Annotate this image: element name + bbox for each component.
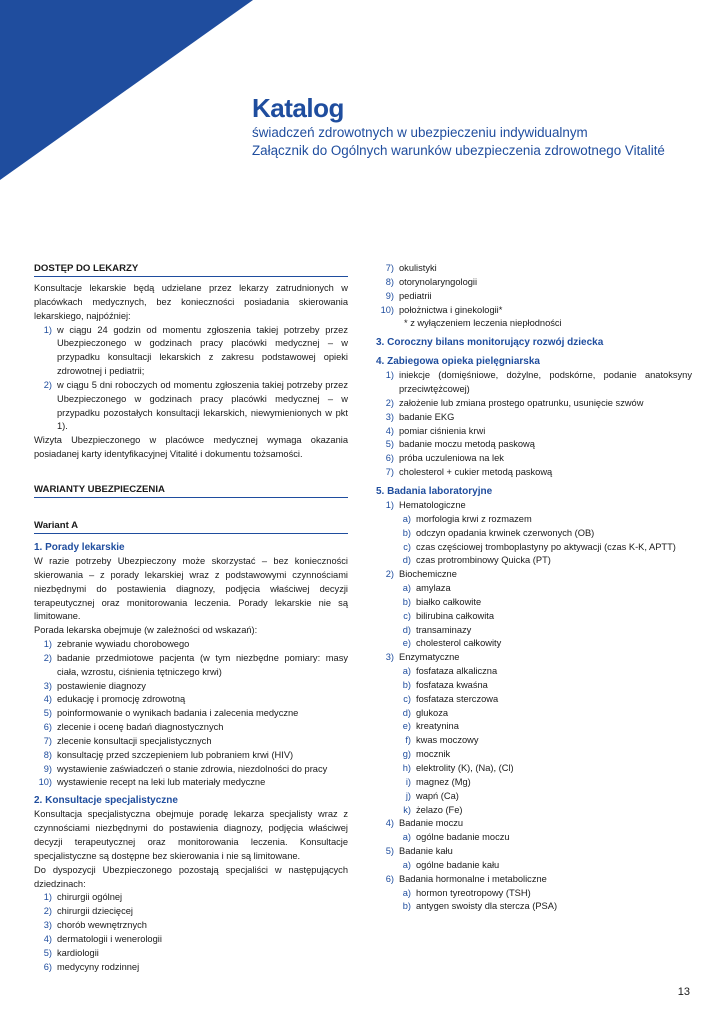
list-item: [376, 262, 692, 276]
lab-group: [376, 499, 692, 513]
list-item-number: 2): [385, 397, 394, 408]
list-item: [376, 438, 692, 452]
list-item-number: 1): [43, 324, 52, 335]
list-item-text: pomiar ciśnienia krwi: [399, 425, 486, 436]
list-item-number: b): [402, 679, 411, 690]
list-item-text: czas częściowej tromboplastyny po aktywacji (czas K-K, APTT): [416, 541, 676, 552]
list-item-number: 5): [385, 439, 394, 450]
list-item-number: 2): [43, 652, 52, 663]
list-item-number: 7): [385, 467, 394, 478]
list-item-text: pediatrii: [399, 290, 432, 301]
list-item-number: c): [403, 693, 411, 704]
lab-test: [376, 762, 692, 776]
list-item-text: otorynolaryngologii: [399, 276, 478, 287]
list-item-text: edukację i promocję zdrowotną: [57, 694, 186, 705]
list-item-number: 4): [385, 425, 394, 436]
list-item-text: Badanie moczu: [399, 818, 464, 829]
list-item: [34, 749, 348, 763]
list-item-text: chorób wewnętrznych: [57, 920, 147, 931]
list-item: [34, 919, 348, 933]
list-item-text: poinformowanie o wynikach badania i zalecenia medyczne: [57, 708, 299, 719]
lab-test: [376, 541, 692, 555]
list-item-number: a): [402, 832, 411, 843]
list-item-text: medycyny rodzinnej: [57, 961, 140, 972]
lab-group: [376, 873, 692, 887]
list-item: [34, 693, 348, 707]
list-item-number: h): [402, 763, 411, 773]
list-item-text: fosfataza alkaliczna: [416, 666, 498, 677]
list-item-number: d): [402, 555, 411, 566]
section-2-footnote: * z wyłączeniem leczenia niepłodności: [404, 318, 562, 329]
list-item-number: 3): [385, 652, 394, 663]
list-item-text: magnez (Mg): [416, 776, 471, 787]
list-item-number: 6): [385, 453, 394, 464]
list-item-text: badanie przedmiotowe pacjenta (w tym niezbędne pomiary: masy ciała, wzrostu, ciśnienia tętniczego krwi): [57, 652, 348, 677]
list-item-number: 3): [43, 680, 52, 691]
section-2-list: [34, 891, 348, 974]
list-item-text: Badania hormonalne i metaboliczne: [399, 873, 547, 884]
list-item-number: 4): [385, 818, 394, 829]
list-item-text: glukoza: [416, 707, 449, 718]
list-item-number: 3): [43, 920, 52, 931]
list-item: [34, 721, 348, 735]
list-item: [34, 933, 348, 947]
list-item-number: c): [403, 610, 411, 621]
list-item-number: a): [402, 887, 411, 898]
lab-test: [376, 776, 692, 790]
list-item-number: 6): [43, 961, 52, 972]
list-item-text: kardiologii: [57, 947, 99, 958]
list-item: [34, 776, 348, 790]
list-item-number: 8): [385, 276, 394, 287]
section-5-list: [376, 499, 692, 914]
section-1-list: [34, 638, 348, 790]
list-item-text: badanie moczu metodą paskową: [399, 439, 535, 450]
section-1-paragraph: W razie potrzeby Ubezpieczony może skorzystać – bez konieczności skierowania – z porady lekarskiej wraz z podstawowymi czynnościami niezbędnymi do postawienia diagnozy, podjęcia właściwej decyzji terapeutycznej oraz monitorowania leczenia. Porady lekarskie nie są limitowane.: [34, 555, 348, 622]
list-item: [34, 680, 348, 694]
list-item-number: a): [402, 666, 411, 677]
access-heading: DOSTĘP DO LEKARZY: [34, 262, 348, 277]
list-item-number: f): [405, 735, 411, 746]
list-item-number: 6): [43, 722, 52, 733]
lab-test: [376, 527, 692, 541]
list-item-text: wapń (Ca): [416, 790, 459, 801]
left-column: [34, 262, 348, 974]
list-item-text: cholesterol + cukier metodą paskową: [399, 467, 553, 478]
list-item-text: zebranie wywiadu chorobowego: [57, 639, 190, 650]
section-3-title: 3. Coroczny bilans monitorujący rozwój dziecka: [376, 337, 604, 349]
list-item-number: 2): [385, 569, 394, 580]
list-item-number: a): [402, 583, 411, 594]
right-column: [376, 262, 692, 914]
list-item-text: antygen swoisty dla stercza (PSA): [416, 901, 558, 912]
list-item-number: 5): [43, 947, 52, 958]
list-item-text: cholesterol całkowity: [416, 638, 502, 649]
lab-test: [376, 887, 692, 901]
page-subtitle-annex: Załącznik do Ogólnych warunków ubezpieczenia zdrowotnego Vitalité: [252, 143, 665, 158]
list-item-number: 9): [385, 290, 394, 301]
list-item-number: 1): [385, 370, 394, 381]
list-item-number: 5): [43, 708, 52, 719]
list-item-number: 4): [43, 694, 52, 705]
lab-test: [376, 900, 692, 914]
list-item-number: e): [402, 721, 411, 732]
list-item-text: położnictwa i ginekologii*: [399, 304, 503, 315]
list-item-number: 10): [38, 777, 52, 788]
list-item: [34, 947, 348, 961]
list-item-number: 8): [43, 749, 52, 760]
section-4-list: [376, 369, 692, 480]
section-4-title: 4. Zabiegowa opieka pielęgniarska: [376, 356, 540, 368]
lab-test: [376, 790, 692, 804]
section-2-title: 2. Konsultacje specjalistyczne: [34, 795, 178, 807]
list-item-text: kwas moczowy: [416, 735, 479, 746]
list-item-text: założenie lub zmiana prostego opatrunku, usunięcie szwów: [399, 397, 644, 408]
lab-test: [376, 554, 692, 568]
list-item-text: czas protrombinowy Quicka (PT): [416, 555, 551, 566]
list-item-number: e): [402, 638, 411, 649]
lab-test: [376, 582, 692, 596]
list-item: [376, 369, 692, 397]
list-item-number: b): [402, 527, 411, 538]
list-item: [34, 652, 348, 680]
lab-test: [376, 748, 692, 762]
list-item-number: 4): [43, 933, 52, 944]
list-item-text: morfologia krwi z rozmazem: [416, 513, 532, 524]
section-1-title: 1. Porady lekarskie: [34, 541, 125, 553]
lab-test: [376, 734, 692, 748]
list-item-text: Hematologiczne: [399, 499, 466, 510]
lab-group: [376, 817, 692, 831]
section-2-paragraph: Konsultacja specjalistyczna obejmuje poradę lekarza specjalisty wraz z czynnościami niezbędnymi do postawienia diagnozy, podjęcia właściwej decyzji terapeutycznej oraz monitorowania leczenia. Konsultacje specjalistyczne są dostępne bez skierowania i nie są limitowane.: [34, 809, 348, 861]
list-item: [376, 411, 692, 425]
page-header: [252, 93, 665, 159]
list-item-text: amylaza: [416, 583, 451, 594]
list-item-text: zlecenie konsultacji specjalistycznych: [57, 735, 212, 746]
lab-test: [376, 665, 692, 679]
list-item-text: żelazo (Fe): [416, 804, 463, 815]
list-item: [376, 397, 692, 411]
lab-test: [376, 831, 692, 845]
list-item-number: c): [403, 541, 411, 552]
list-item-text: zlecenie i ocenę badań diagnostycznych: [57, 722, 224, 733]
list-item: [376, 276, 692, 290]
list-item-number: a): [402, 513, 411, 524]
list-item-text: ogólne badanie kału: [416, 859, 500, 870]
list-item-number: 7): [385, 263, 394, 273]
lab-test: [376, 693, 692, 707]
access-note: Wizyta Ubezpieczonego w placówce medycznej wymaga okazania posiadanej karty identyfikacyjnej Vitalité i dokumentu tożsamości.: [34, 435, 348, 460]
list-item: [34, 905, 348, 919]
section-1-intro: Porada lekarska obejmuje (w zależności od wskazań):: [34, 625, 258, 636]
list-item-number: 6): [385, 873, 394, 884]
list-item-number: j): [405, 790, 411, 801]
list-item-number: b): [402, 596, 411, 607]
list-item-text: konsultację przed szczepieniem lub pobraniem krwi (HIV): [57, 749, 294, 760]
lab-test: [376, 720, 692, 734]
list-item-number: 2): [43, 906, 52, 917]
list-item-text: fosfataza sterczowa: [416, 693, 499, 704]
list-item-number: i): [405, 776, 411, 787]
variants-heading: WARIANTY UBEZPIECZENIA: [34, 483, 348, 498]
list-item: [34, 735, 348, 749]
list-item-number: 7): [43, 735, 52, 746]
list-item-text: chirurgii dziecięcej: [57, 906, 133, 917]
list-item-text: Enzymatyczne: [399, 652, 460, 663]
list-item-text: postawienie diagnozy: [57, 680, 146, 691]
lab-group: [376, 651, 692, 665]
list-item-number: d): [402, 707, 411, 718]
access-list: [34, 324, 348, 435]
list-item: [376, 425, 692, 439]
list-item-number: k): [403, 804, 411, 815]
page-number: 13: [677, 986, 690, 998]
list-item-text: w ciągu 5 dni roboczych od momentu zgłoszenia takiej potrzeby przez Ubezpieczonego w godzinach pracy placówki medycznej – w przypadku pozostałych konsultacji lekarskich, niewymienionych w pkt 1).: [57, 379, 348, 432]
list-item-text: badanie EKG: [399, 411, 455, 422]
list-item-text: transaminazy: [416, 624, 472, 635]
list-item: [34, 891, 348, 905]
lab-test: [376, 624, 692, 638]
list-item-text: hormon tyreotropowy (TSH): [416, 887, 531, 898]
list-item-text: iniekcje (domięśniowe, dożylne, podskórne, podanie anatoksyny przeciwtężcowej): [399, 370, 692, 395]
lab-test: [376, 804, 692, 818]
list-item: [34, 763, 348, 777]
list-item-text: ogólne badanie moczu: [416, 832, 510, 843]
access-paragraph: Konsultacje lekarskie będą udzielane przez lekarzy zatrudnionych w placówkach medycznych, bez konieczności posiadania skierowania lekarskiego, najpóźniej:: [34, 283, 348, 321]
lab-group: [376, 845, 692, 859]
list-item-text: chirurgii ogólnej: [57, 892, 123, 903]
list-item-text: wystawienie recept na leki lub materiały medyczne: [57, 777, 266, 788]
list-item-text: elektrolity (K), (Na), (Cl): [416, 763, 514, 773]
variant-a-heading: Wariant A: [34, 519, 348, 534]
list-item-number: g): [402, 749, 411, 760]
list-item-number: 5): [385, 846, 394, 857]
list-item-text: dermatologii i wenerologii: [57, 933, 162, 944]
list-item-text: Biochemiczne: [399, 569, 457, 580]
list-item-number: d): [402, 624, 411, 635]
lab-test: [376, 596, 692, 610]
section-2-list-continued: [376, 262, 692, 317]
list-item: [376, 290, 692, 304]
list-item-number: 10): [380, 304, 394, 315]
list-item: [376, 466, 692, 480]
page-title: Katalog: [252, 93, 344, 123]
lab-test: [376, 610, 692, 624]
lab-test: [376, 513, 692, 527]
list-item-text: wystawienie zaświadczeń o stanie zdrowia, niezdolności do pracy: [57, 763, 328, 774]
list-item-number: 1): [385, 499, 394, 510]
section-5-title: 5. Badania laboratoryjne: [376, 485, 493, 497]
list-item-text: fosfataza kwaśna: [416, 679, 488, 690]
lab-test: [376, 707, 692, 721]
list-item: [34, 707, 348, 721]
section-2-intro: Do dyspozycji Ubezpieczonego pozostają specjaliści w następujących dziedzinach:: [34, 864, 348, 889]
list-item-number: 9): [43, 763, 52, 774]
corner-decoration: [0, 0, 253, 180]
list-item-text: bilirubina całkowita: [416, 610, 495, 621]
list-item-number: 3): [385, 411, 394, 422]
page-subtitle: świadczeń zdrowotnych w ubezpieczeniu indywidualnym: [252, 125, 588, 140]
list-item-text: okulistyki: [399, 263, 437, 273]
list-item-text: próba uczuleniowa na lek: [399, 453, 504, 464]
lab-group: [376, 568, 692, 582]
list-item: [34, 638, 348, 652]
list-item-text: kreatynina: [416, 721, 459, 732]
list-item: [376, 304, 692, 318]
list-item-number: a): [402, 859, 411, 870]
list-item-text: białko całkowite: [416, 596, 482, 607]
list-item-text: mocznik: [416, 749, 451, 760]
list-item-number: 2): [43, 379, 52, 390]
list-item-number: 1): [43, 639, 52, 650]
list-item: [376, 452, 692, 466]
list-item: [34, 324, 348, 379]
list-item-text: odczyn opadania krwinek czerwonych (OB): [416, 527, 595, 538]
list-item-number: b): [402, 901, 411, 912]
list-item: [34, 961, 348, 975]
list-item-text: Badanie kału: [399, 846, 453, 857]
list-item-text: w ciągu 24 godzin od momentu zgłoszenia takiej potrzeby przez Ubezpieczonego w godzinach pracy placówki medycznej – w przypadku konsultacji lekarskich z zakresu podstawowej opieki zdrowotnej i pediatrii;: [57, 324, 348, 377]
lab-test: [376, 637, 692, 651]
lab-test: [376, 859, 692, 873]
list-item: [34, 379, 348, 434]
lab-test: [376, 679, 692, 693]
list-item-number: 1): [43, 892, 52, 903]
